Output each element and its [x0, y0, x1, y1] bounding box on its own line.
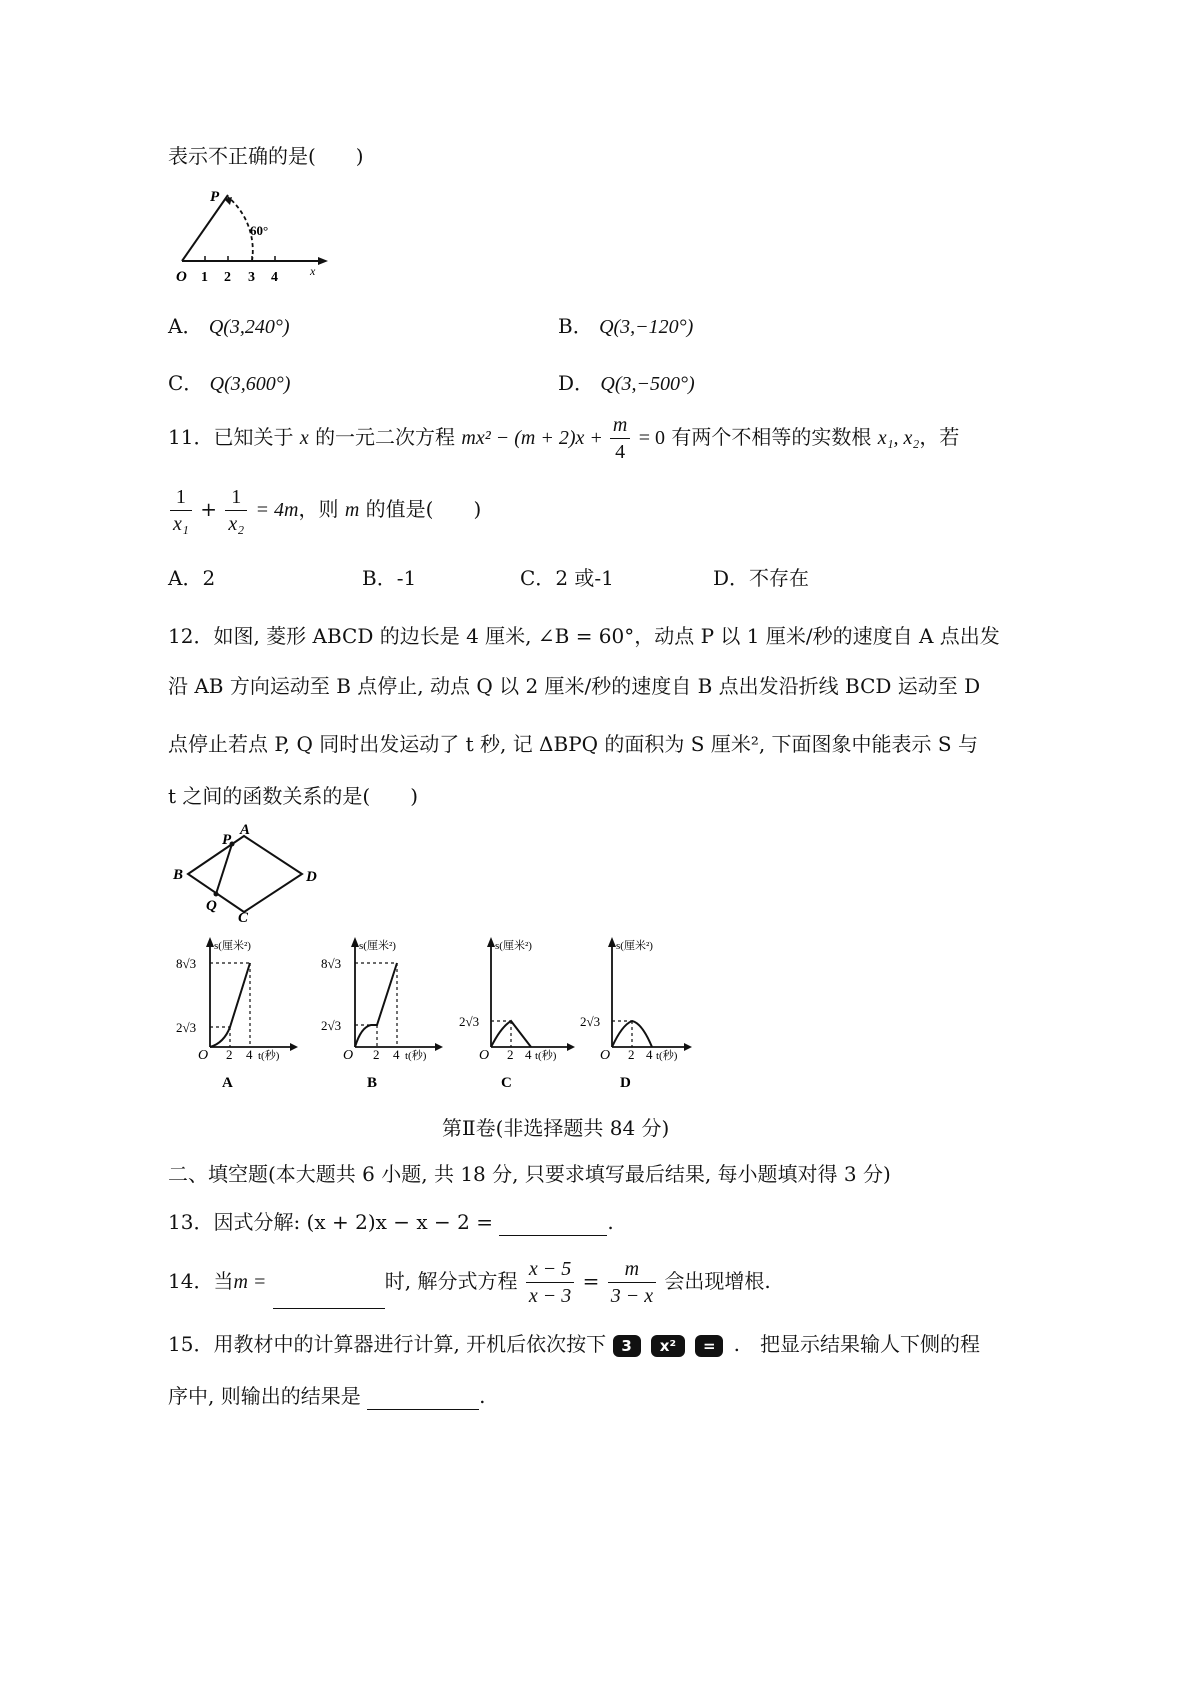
graph-label: B: [367, 1075, 378, 1091]
calculator-key-square: x²: [651, 1335, 685, 1357]
origin-label: O: [343, 1048, 354, 1063]
angle-label: 60°: [250, 223, 269, 238]
x-tick: 4: [525, 1047, 532, 1062]
q11-option-b[interactable]: B．-1: [362, 566, 417, 590]
x-axis-label: t(秒): [258, 1050, 280, 1062]
tick-3: 3: [248, 270, 255, 285]
q13-answer-blank[interactable]: [499, 1213, 607, 1236]
x-tick: 2: [373, 1047, 380, 1062]
origin-label: O: [176, 269, 187, 285]
section-title: 第Ⅱ卷(非选择题共 84 分): [442, 1116, 670, 1140]
origin-label: O: [479, 1048, 490, 1063]
label-b: B: [173, 867, 184, 883]
graph-label: C: [501, 1075, 512, 1091]
x-tick: 2: [507, 1047, 514, 1062]
q11-stem-line1: 11．已知关于 x 的一元二次方程 mx² − (m + 2)x + $\frac{m}{4}$ = 0 有两个不相等的实数根 x₁, x₂，若: [168, 414, 960, 463]
x-axis-label: t(秒): [535, 1050, 557, 1062]
y-tick: 2√3: [459, 1014, 480, 1029]
q15-answer-blank[interactable]: [367, 1387, 479, 1410]
origin-label: O: [600, 1048, 611, 1063]
x-tick: 4: [646, 1047, 653, 1062]
q14-answer-blank[interactable]: [273, 1286, 385, 1309]
q10-option-d[interactable]: [558, 369, 695, 398]
rhombus-figure: [168, 822, 328, 922]
q10-polar-figure: [168, 185, 338, 285]
graph-a: [168, 935, 298, 1095]
option-text: Q(3,−500°): [600, 373, 695, 395]
graph-label: D: [620, 1075, 631, 1091]
q12-stem-line4: t 之间的函数关系的是( ): [168, 784, 418, 808]
origin-label: O: [198, 1048, 209, 1063]
y-axis-label: s(厘米²): [359, 940, 396, 952]
y-tick: 8√3: [176, 956, 197, 971]
q15-line1: 15．用教材中的计算器进行计算, 开机后依次按下 3 x² = . 把显示结果输人下侧的程: [168, 1332, 980, 1356]
q11-option-c[interactable]: C．2 或-1: [520, 566, 614, 590]
q15-line2: 序中, 则输出的结果是 .: [168, 1384, 486, 1408]
x-axis-label: t(秒): [405, 1050, 427, 1062]
q11-option-a[interactable]: A．2: [168, 566, 216, 590]
label-q: Q: [206, 898, 217, 914]
q11-option-d[interactable]: D．不存在: [713, 566, 810, 590]
axis-x-label: x: [310, 264, 316, 278]
y-axis-label: s(厘米²): [616, 940, 653, 952]
graph-b: [313, 935, 443, 1095]
x-tick: 4: [393, 1047, 400, 1062]
option-text: Q(3,240°): [208, 316, 290, 338]
q12-stem-line2: 沿 AB 方向运动至 B 点停止, 动点 Q 以 2 厘米/秒的速度自 B 点出发沿折线 BCD 运动至 D: [168, 674, 981, 698]
calculator-key-equals: =: [695, 1335, 723, 1357]
section-part2: 二、填空题(本大题共 6 小题, 共 18 分, 只要求填写最后结果, 每小题填对得 3 分): [168, 1162, 891, 1186]
calculator-key-3: 3: [613, 1335, 641, 1357]
label-c: C: [238, 910, 249, 922]
label-d: D: [306, 869, 317, 885]
q10-option-c[interactable]: [168, 369, 290, 398]
label-a: A: [240, 822, 251, 838]
tick-2: 2: [224, 270, 231, 285]
option-text: Q(3,−120°): [599, 316, 694, 338]
fraction-m-over-4: $\frac{m}{4}$: [610, 412, 630, 465]
x-axis-label: t(秒): [656, 1050, 678, 1062]
x-tick: 2: [226, 1047, 233, 1062]
y-tick: 8√3: [321, 956, 342, 971]
q10-option-b[interactable]: [558, 312, 693, 341]
fraction-m-over-3x: $\frac{m}{3 - x}$: [608, 1256, 656, 1309]
q10-stem-tail: 表示不正确的是( ): [168, 144, 364, 168]
q12-stem-line3: 点停止若点 P, Q 同时出发运动了 t 秒, 记 ΔBPQ 的面积为 S 厘米², 下面图象中能表示 S 与: [168, 732, 978, 756]
y-tick: 2√3: [176, 1020, 197, 1035]
fraction-1-over-x1: $\frac{1}{\text{x₁}}$: [170, 484, 192, 537]
graph-d: [578, 935, 708, 1095]
q11-stem-line2: $\frac{1}{\text{x₁}}$ + $\frac{1}{\text{x₂}}$ = 4m，则 m 的值是( ): [168, 484, 481, 537]
fraction-x5-over-x3: $\frac{x - 5}{x - 3}$: [526, 1256, 574, 1309]
fraction-1-over-x2: $\frac{1}{\text{x₂}}$: [225, 484, 247, 537]
x-tick: 2: [628, 1047, 635, 1062]
graph-label: A: [222, 1075, 233, 1091]
option-text: Q(3,600°): [209, 373, 291, 395]
y-tick: 2√3: [580, 1014, 601, 1029]
label-p: P: [222, 832, 232, 848]
graph-c: [455, 935, 585, 1095]
option-letter: D．: [558, 371, 595, 395]
q13: 13．因式分解: (x + 2)x − x − 2 = .: [168, 1210, 614, 1234]
x-tick: 4: [246, 1047, 253, 1062]
option-letter: A．: [168, 314, 203, 338]
tick-4: 4: [271, 270, 278, 285]
q14: 14．当m = 时, 解分式方程 $\frac{x - 5}{x - 3}$ = $\frac{m}{3 - x}$ 会出现增根.: [168, 1258, 771, 1307]
y-tick: 2√3: [321, 1018, 342, 1033]
tick-1: 1: [201, 270, 208, 285]
q10-option-a[interactable]: [168, 312, 290, 341]
q12-stem-line1: 12．如图, 菱形 ABCD 的边长是 4 厘米, ∠B = 60°，动点 P 以 1 厘米/秒的速度自 A 点出发: [168, 624, 1000, 648]
option-letter: B．: [558, 314, 593, 338]
y-axis-label: s(厘米²): [495, 940, 532, 952]
label-p: P: [210, 189, 220, 205]
y-axis-label: s(厘米²): [214, 940, 251, 952]
option-letter: C．: [168, 371, 204, 395]
